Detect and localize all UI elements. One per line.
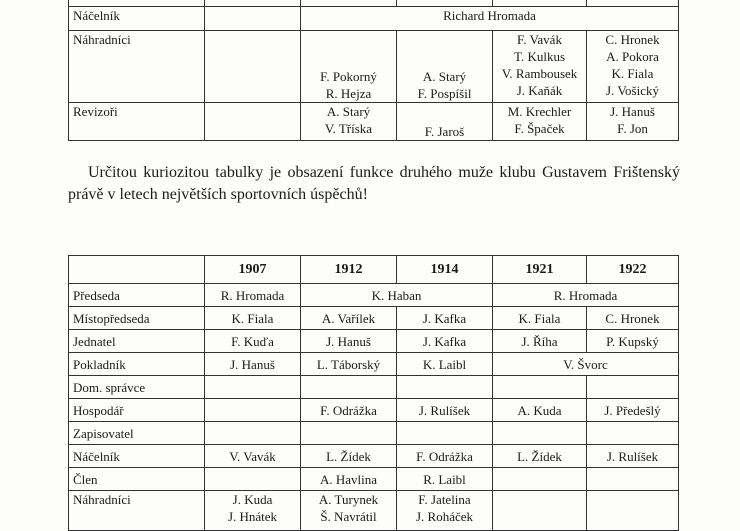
table-cell: V. Vavák: [205, 445, 301, 468]
table-cell: A. Vařílek: [301, 307, 397, 330]
year-header: 1922: [587, 256, 679, 284]
table-cell: A. Starý F. Pospíšil: [397, 31, 493, 103]
row-label: Hospodář: [69, 399, 205, 422]
row-label: Jednatel: [69, 330, 205, 353]
row-label: Pokladník: [69, 353, 205, 376]
row-label: Náčelník: [69, 445, 205, 468]
table-row: [69, 7, 679, 31]
table-cell: [205, 399, 301, 422]
table-cell: P. Kupský: [587, 330, 679, 353]
table-cell: J. Říha: [493, 330, 587, 353]
table-cell: K. Fiala: [493, 307, 587, 330]
table-cell: K. Laibl: [397, 353, 493, 376]
table-cell: L. Táborský: [301, 353, 397, 376]
year-header-row: [69, 256, 679, 284]
table-cell: J. Rulíšek: [587, 445, 679, 468]
year-header: 1907: [205, 256, 301, 284]
table-row: [69, 284, 679, 307]
table-row: [69, 399, 679, 422]
table-row: [69, 468, 679, 491]
table-cell: J. Předešlý: [587, 399, 679, 422]
table-cell: F. Vavák T. Kulkus V. Rambousek J. Kaňák: [493, 31, 587, 103]
table-cell: J. Hanuš F. Jon: [587, 103, 679, 141]
table-cell: J. Kafka: [397, 330, 493, 353]
row-label: Člen: [69, 468, 205, 491]
row-label: Náčelník: [69, 7, 205, 31]
table-cell: A. Kuda: [493, 399, 587, 422]
table-cell: J. Hanuš: [205, 353, 301, 376]
row-label: Náhradníci: [69, 491, 205, 531]
table-cell: J. Kuda J. Hnátek: [205, 491, 301, 531]
table-row: [69, 445, 679, 468]
row-label: Dom. správce: [69, 376, 205, 399]
table-cell: F. Jatelina J. Roháček: [397, 491, 493, 531]
table-cell: V. Švorc: [493, 353, 679, 376]
table-cell: R. Laibl: [397, 468, 493, 491]
table-cell: K. Fiala: [205, 307, 301, 330]
table-cell: J. Kafka: [397, 307, 493, 330]
row-label: Místopředseda: [69, 307, 205, 330]
table-row: [69, 376, 679, 399]
table-cell: J. Rulíšek: [397, 399, 493, 422]
table-cell: F. Pokorný R. Hejza: [301, 31, 397, 103]
row-label: Zapisovatel: [69, 422, 205, 445]
table-cell: L. Žídek: [493, 445, 587, 468]
year-header: 1914: [397, 256, 493, 284]
table-cell: L. Žídek: [301, 445, 397, 468]
table-cell: K. Haban: [301, 284, 493, 307]
table-cell: Richard Hromada: [301, 7, 679, 31]
table-row: [69, 491, 679, 531]
table-cell: A. Turynek Š. Navrátil: [301, 491, 397, 531]
table-cell: F. Jaroš: [397, 103, 493, 141]
year-header: 1912: [301, 256, 397, 284]
table-cell: [493, 468, 587, 491]
table-cell: C. Hronek: [587, 307, 679, 330]
table-row: [69, 103, 679, 141]
officials-table-years: [68, 255, 679, 531]
table-cell: [205, 468, 301, 491]
table-row: [69, 353, 679, 376]
table-row: [69, 422, 679, 445]
row-label: Náhradníci: [69, 31, 205, 103]
row-label: Předseda: [69, 284, 205, 307]
table-row: [69, 31, 679, 103]
table-row: [69, 307, 679, 330]
table-cell: M. Krechler F. Špaček: [493, 103, 587, 141]
table-cell: F. Kuďa: [205, 330, 301, 353]
table-cell: A. Havlina: [301, 468, 397, 491]
table-cell: [587, 468, 679, 491]
table-cell: R. Hromada: [205, 284, 301, 307]
table-cell: C. Hronek A. Pokora K. Fiala J. Vošický: [587, 31, 679, 103]
table-row: [69, 330, 679, 353]
table-cell: R. Hromada: [493, 284, 679, 307]
officials-table-top: [68, 0, 679, 141]
table-cell: F. Odrážka: [397, 445, 493, 468]
table-cell: F. Odrážka: [301, 399, 397, 422]
row-label: Revizoři: [69, 103, 205, 141]
table-cell: A. Starý V. Tříska: [301, 103, 397, 141]
table-cell: J. Hanuš: [301, 330, 397, 353]
body-paragraph: Určitou kuriozitou tabulky je obsazení funkce druhého muže klubu Gustavem Frištenský právě v letech největších sportovních úspěchů!: [68, 164, 680, 203]
year-header: 1921: [493, 256, 587, 284]
